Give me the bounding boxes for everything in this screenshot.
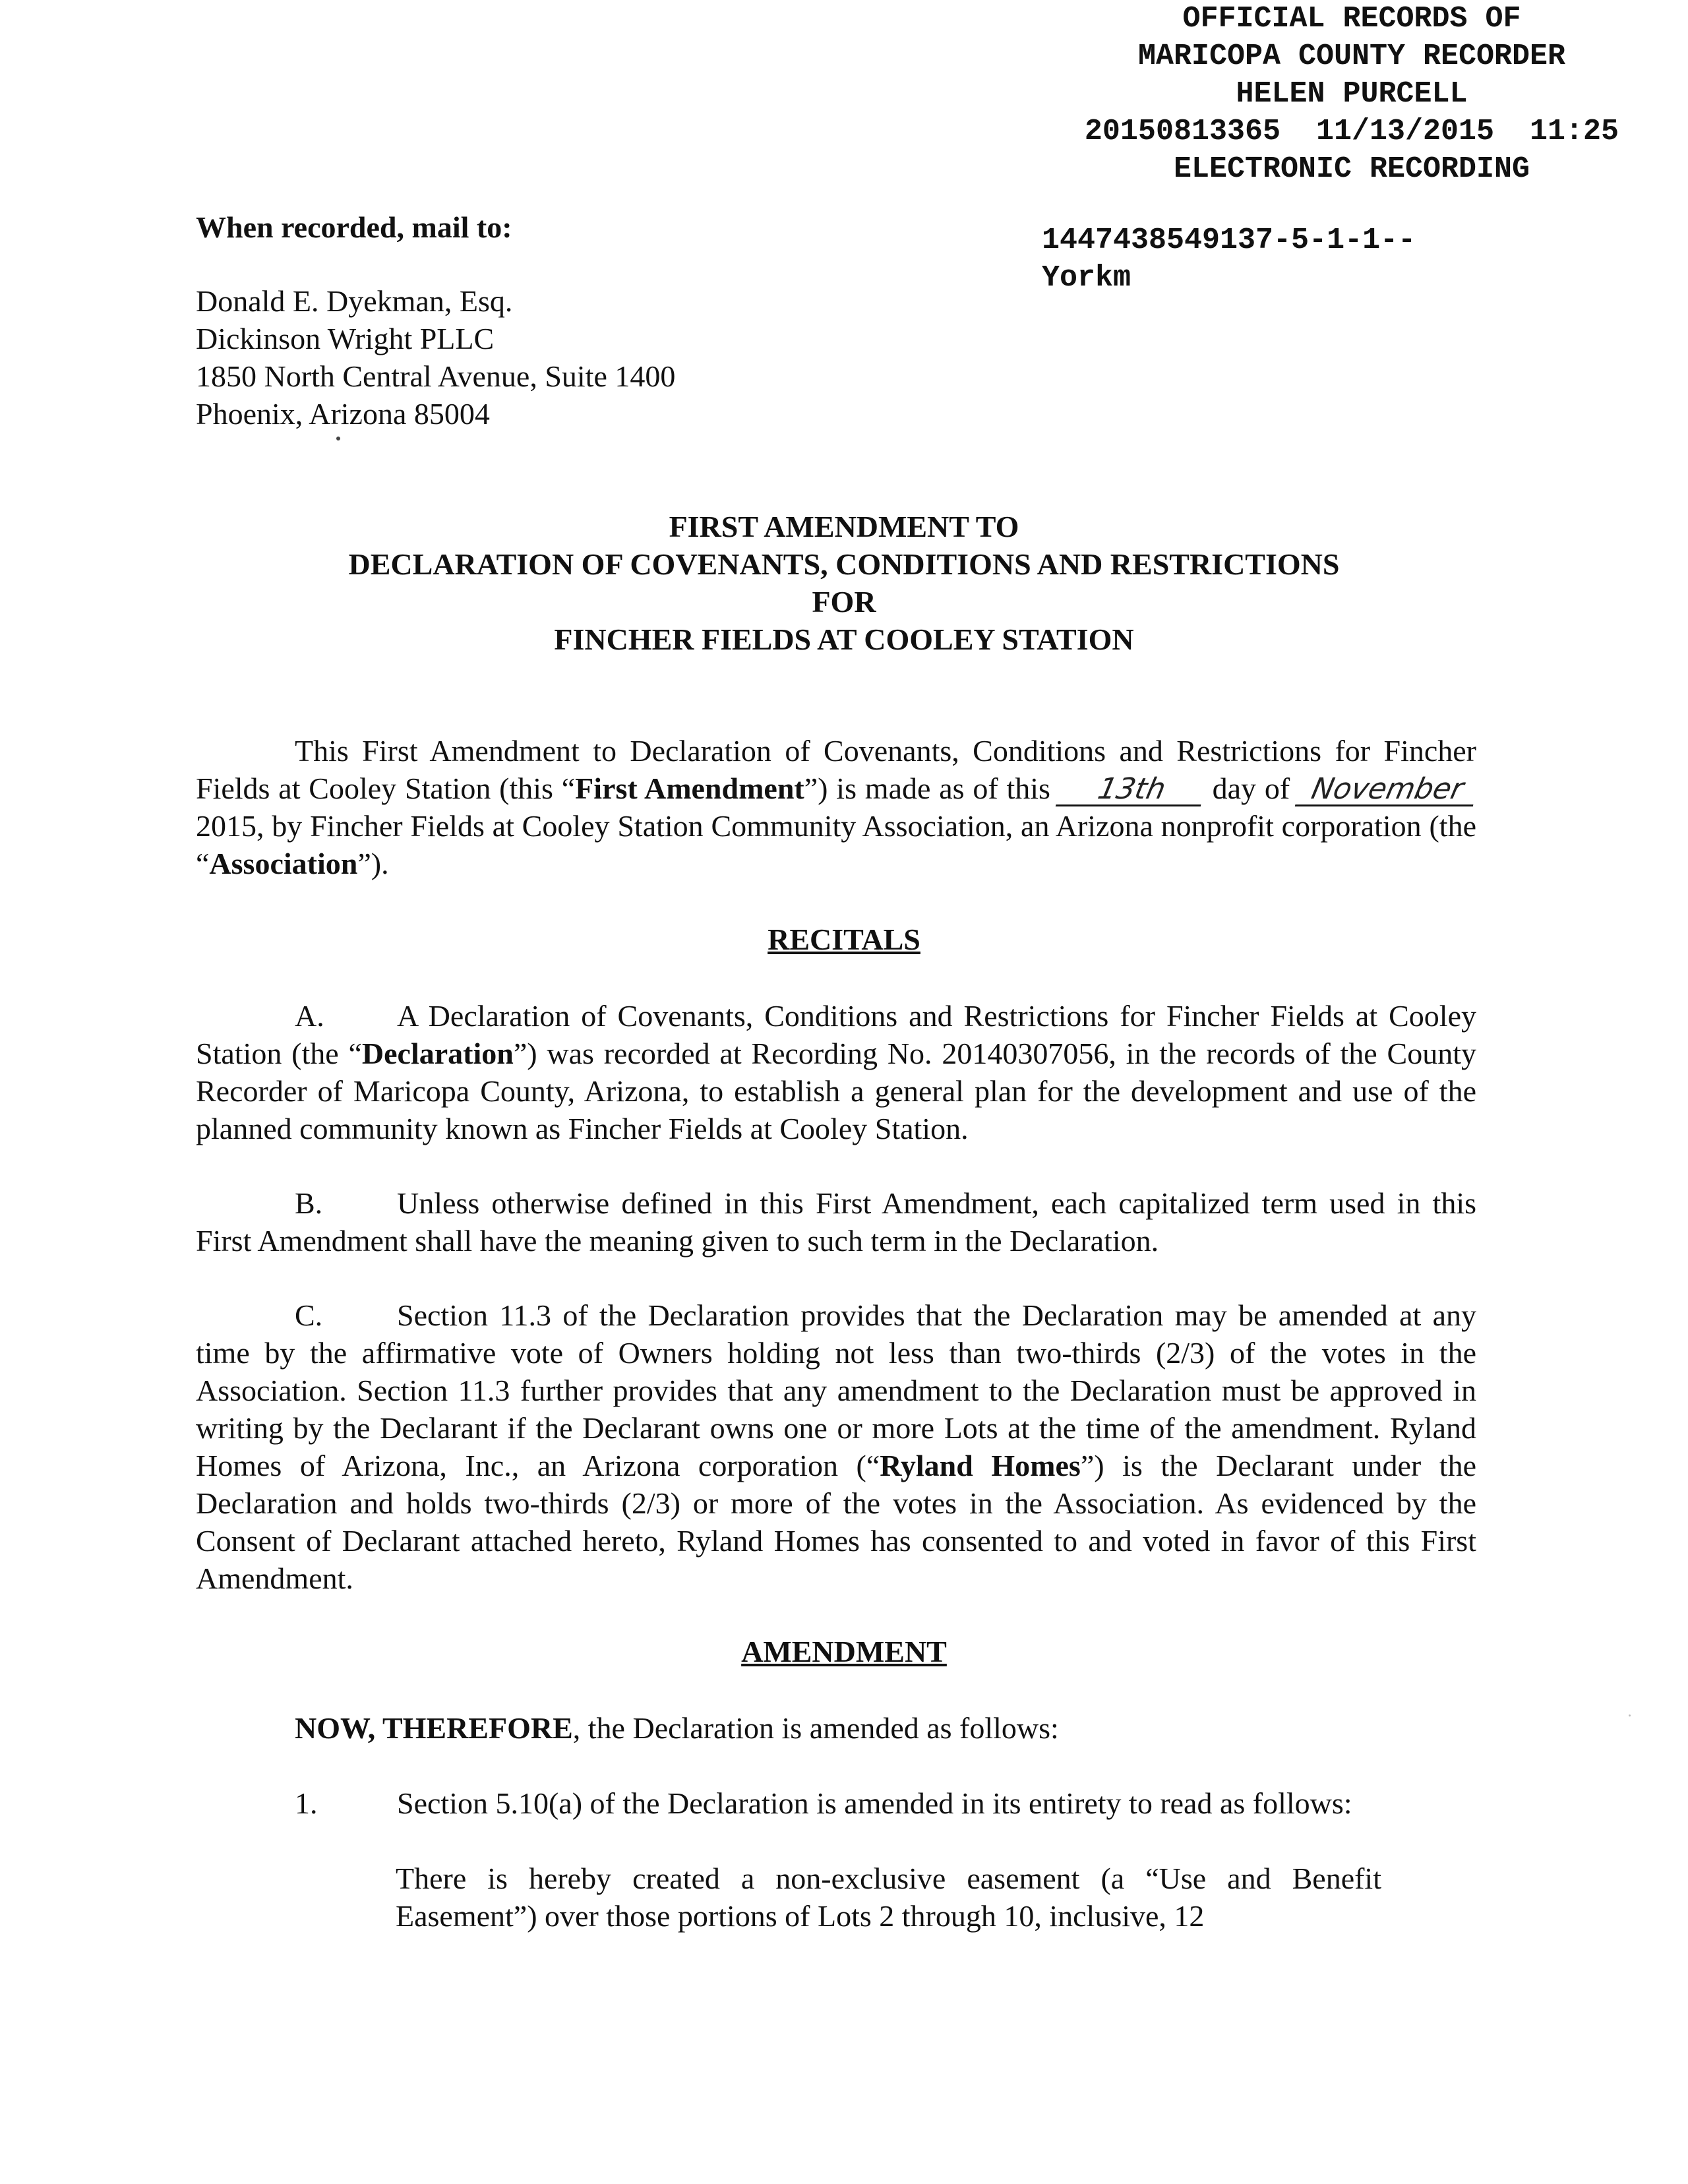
intro-text: This First Amendment to Declaration of Covenants, Conditions and Restrictions for Fincher Fields at Cooley Station (this “ bbox=[196, 734, 1476, 805]
defined-term: Association bbox=[209, 847, 358, 880]
recording-id-line: 1447438549137-5-1-1-- bbox=[1042, 224, 1416, 257]
recital-a bbox=[196, 997, 1476, 1147]
address-line: Donald E. Dyekman, Esq. bbox=[196, 284, 513, 318]
title-line: DECLARATION OF COVENANTS, CONDITIONS AND RESTRICTIONS bbox=[348, 547, 1340, 581]
intro-text: day of bbox=[1212, 772, 1290, 805]
mail-address bbox=[196, 282, 675, 433]
stamp-line: OFFICIAL RECORDS OF bbox=[1182, 2, 1521, 36]
now-therefore bbox=[196, 1709, 1476, 1747]
stamp-line: 20150813365 11/13/2015 11:25 bbox=[1084, 115, 1619, 148]
intro-text: ”) is made as of this bbox=[804, 772, 1050, 805]
title-line: FOR bbox=[812, 585, 876, 619]
document-title bbox=[185, 508, 1503, 658]
intro-paragraph bbox=[196, 732, 1476, 882]
day-blank: 13th bbox=[1056, 774, 1207, 806]
intro-text: ”). bbox=[357, 847, 389, 880]
defined-term: Ryland Homes bbox=[880, 1449, 1081, 1482]
defined-term: First Amendment bbox=[575, 772, 804, 805]
recital-text: Section 11.3 of the Declaration provides that the Declaration may be amended at any time by the affirmative vote of Owners holding not less than two-thirds (2/3) of the votes in the Association. Section 11.3 further provides that any amendment to the Declaration must be approved in writing by the Declarant if the Declarant owns one or more Lots at the time of the amendment. Ryland Homes of Arizona, Inc., an Arizona corporation (“ bbox=[196, 1298, 1476, 1482]
defined-term: Declaration bbox=[361, 1037, 514, 1070]
recital-text: ”) is the Declarant under the Declaration and holds two-thirds (2/3) or more of the votes in the Association. As evidenced by the Consent of Declarant attached hereto, Ryland Homes has consented to and voted in favor of this First Amendment. bbox=[196, 1449, 1476, 1595]
amended-section-quote: There is hereby created a non-exclusive easement (a “Use and Benefit Easement”) over those portions of Lots 2 through 10, inclusive, 12 bbox=[396, 1862, 1381, 1933]
recital-b bbox=[196, 1184, 1476, 1259]
recording-id-line: Yorkm bbox=[1042, 261, 1131, 295]
recital-text: A Declaration of Covenants, Conditions and Restrictions for Fincher Fields at Cooley Station (the “ bbox=[196, 999, 1476, 1070]
stamp-line: ELECTRONIC RECORDING bbox=[1173, 152, 1530, 186]
address-line: 1850 North Central Avenue, Suite 1400 bbox=[196, 359, 676, 393]
recitals-heading: RECITALS bbox=[768, 923, 920, 956]
title-line: FINCHER FIELDS AT COOLEY STATION bbox=[554, 622, 1134, 656]
address-line: Phoenix, Arizona 85004 bbox=[196, 397, 490, 431]
recital-text: ”) was recorded at Recording No. 20140307056, in the records of the County Recorder of Maricopa County, Arizona, to establish a general plan for the development and use of the planned community known as Fincher Fields at Cooley Station. bbox=[196, 1037, 1476, 1145]
now-therefore-bold: NOW, THEREFORE bbox=[295, 1711, 573, 1745]
recording-id bbox=[1042, 222, 1503, 297]
amendment-item-1 bbox=[196, 1784, 1476, 1822]
recorder-stamp bbox=[1029, 0, 1675, 188]
stray-mark bbox=[336, 437, 340, 440]
amendment-heading: AMENDMENT bbox=[741, 1635, 947, 1668]
scan-speck bbox=[1629, 1714, 1631, 1716]
title-line: FIRST AMENDMENT TO bbox=[669, 510, 1019, 543]
item-text: Section 5.10(a) of the Declaration is amended in its entirety to read as follows: bbox=[397, 1786, 1352, 1820]
recital-c bbox=[196, 1296, 1476, 1597]
recital-letter: C. bbox=[295, 1298, 323, 1332]
recital-letter: B. bbox=[295, 1186, 323, 1220]
mail-to-label: When recorded, mail to: bbox=[196, 210, 512, 244]
item-number: 1. bbox=[295, 1786, 318, 1820]
recital-text: Unless otherwise defined in this First Amendment, each capitalized term used in this First Amendment shall have the meaning given to such term in the Declaration. bbox=[196, 1186, 1476, 1258]
stamp-line: HELEN PURCELL bbox=[1236, 77, 1468, 111]
stamp-line: MARICOPA COUNTY RECORDER bbox=[1137, 40, 1566, 73]
now-therefore-text: , the Declaration is amended as follows: bbox=[572, 1711, 1059, 1745]
recital-letter: A. bbox=[295, 999, 324, 1033]
intro-text: 2015, by Fincher Fields at Cooley Station Community Association, an Arizona nonprofit corporation (the “ bbox=[196, 809, 1476, 880]
month-blank: November bbox=[1295, 774, 1480, 806]
address-line: Dickinson Wright PLLC bbox=[196, 322, 495, 355]
